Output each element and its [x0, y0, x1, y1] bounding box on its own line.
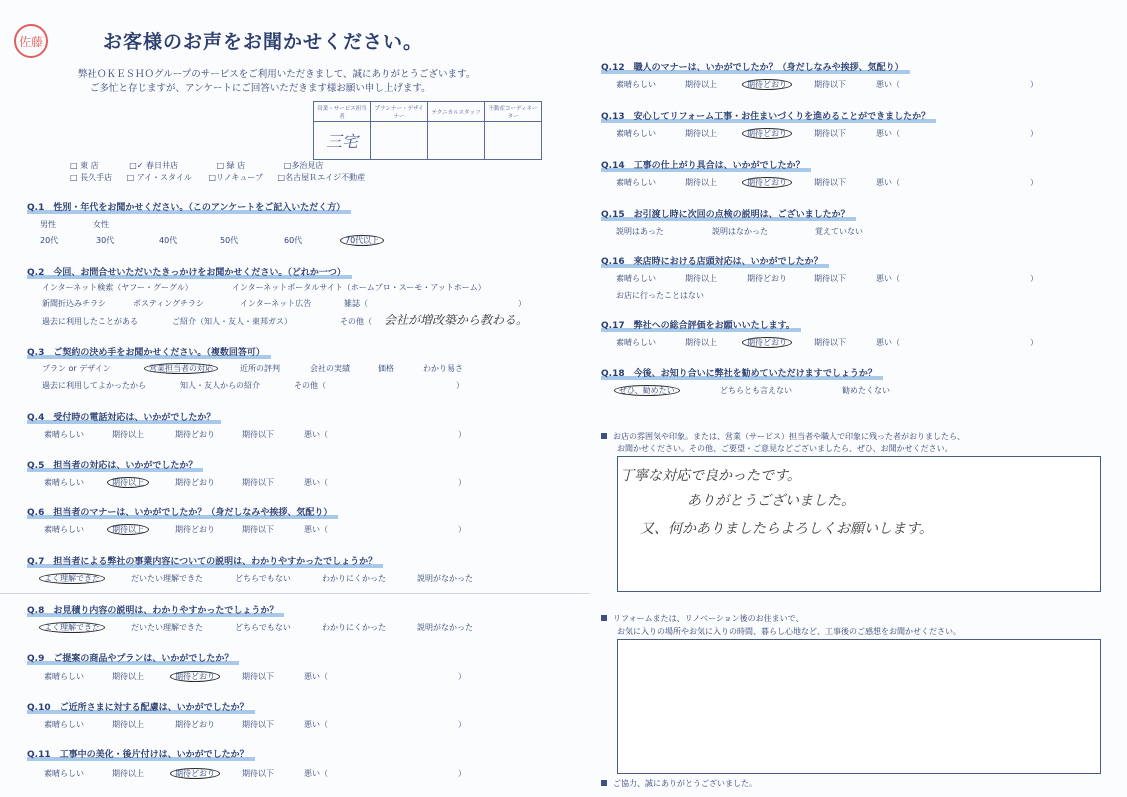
q18-not-recommend[interactable]: 勧めたくない	[842, 386, 890, 395]
q15-not-remember[interactable]: 覚えていない	[815, 227, 863, 236]
store-midori[interactable]: □ 緑 店	[216, 161, 246, 170]
q5-title: Q.5 担当者の対応は、いかがでしたか？	[27, 458, 197, 471]
q5-above[interactable]: 期待以上	[107, 477, 149, 488]
q13-title: Q.13 安心してリフォーム工事・お住まいづくりを進めることができましたか？	[601, 109, 930, 122]
q5-bad-close: ）	[458, 478, 466, 487]
staff-sales-name[interactable]: 三宅	[314, 122, 371, 160]
intro-line-1: 弊社ＯＫＥＳＨＯグループのサービスをご利用いただきまして、誠にありがとうございます。	[78, 69, 476, 80]
q6-bad-close: ）	[458, 525, 466, 534]
store-row-1	[70, 160, 323, 171]
store-kasugai[interactable]: □✓ 春日井店	[129, 161, 179, 170]
q4-above[interactable]: 期待以上	[112, 430, 144, 439]
q10-above[interactable]: 期待以上	[112, 720, 144, 729]
q14-bad-close: ）	[1030, 178, 1038, 187]
page-fold-divider	[0, 593, 590, 594]
q12-above[interactable]: 期待以上	[685, 80, 717, 89]
store-higashi[interactable]: □ 東 店	[70, 161, 99, 170]
q1-age-50[interactable]: 50代	[220, 236, 239, 245]
q6-below[interactable]: 期待以下	[242, 525, 274, 534]
q13-as-expected[interactable]: 期待どおり	[742, 128, 792, 139]
comment-hand-line-1: 丁寧な対応で良かったです。	[620, 468, 801, 484]
q3-plan-design[interactable]: プラン or デザイン	[42, 364, 111, 373]
comment-prompt-2b: お気に入りの場所やお気に入りの時間、暮らし心地など、工事後のご感想をお聞かせください。	[617, 627, 961, 636]
staff-table	[313, 101, 542, 160]
store-nagoya-r-age[interactable]: □名古屋Ｒエイジ不動産	[277, 173, 366, 182]
q16-never-visited[interactable]: お店に行ったことはない	[616, 291, 704, 300]
q6-title: Q.6 担当者のマナーは、いかがでしたか？（身だしなみや挨拶、気配り）	[27, 505, 332, 518]
q5-below[interactable]: 期待以下	[242, 478, 274, 487]
q2-past-user[interactable]: 過去に利用したことがある	[42, 317, 138, 326]
q9-as-expected[interactable]: 期待どおり	[170, 671, 220, 682]
q2-internet-search[interactable]: インターネット検索（ヤフー・グーグル）	[42, 283, 193, 292]
q10-title: Q.10 ご近所さまに対する配慮は、いかがでしたか？	[27, 700, 249, 713]
q1-title: Q.1 性別・年代をお聞かせください。（このアンケートをご記入いただく方）	[27, 200, 345, 213]
q2-other-handwritten[interactable]: 会社が増改築から教わる。	[384, 313, 529, 327]
q2-other[interactable]: その他（	[340, 317, 372, 326]
q17-bad[interactable]: 悪い（	[876, 338, 900, 347]
q16-below[interactable]: 期待以下	[814, 274, 846, 283]
q10-bad-close: ）	[458, 720, 466, 729]
q4-as-expected[interactable]: 期待どおり	[175, 430, 215, 439]
q13-excellent[interactable]: 素晴らしい	[616, 129, 656, 138]
q3-other[interactable]: その他（	[294, 381, 326, 390]
q11-bad[interactable]: 悪い（	[304, 769, 328, 778]
seal-stamp: 佐藤	[14, 24, 48, 58]
q5-excellent[interactable]: 素晴らしい	[44, 478, 84, 487]
q17-as-expected[interactable]: 期待どおり	[742, 337, 792, 348]
q9-excellent[interactable]: 素晴らしい	[44, 672, 84, 681]
q1-age-40[interactable]: 40代	[159, 236, 178, 245]
q13-below[interactable]: 期待以下	[814, 129, 846, 138]
q13-bad[interactable]: 悪い（	[876, 129, 900, 138]
staff-tech-cell[interactable]	[428, 122, 485, 160]
square-bullet-icon	[601, 615, 607, 621]
q6-excellent[interactable]: 素晴らしい	[44, 525, 84, 534]
q9-title: Q.9 ご提案の商品やプランは、いかがでしたか？	[27, 651, 233, 664]
q3-other-close: ）	[456, 381, 464, 390]
q11-below[interactable]: 期待以下	[242, 769, 274, 778]
q16-bad[interactable]: 悪い（	[876, 274, 900, 283]
q15-explained[interactable]: 説明はあった	[616, 227, 664, 236]
q8-neither[interactable]: どちらでもない	[235, 623, 291, 632]
q9-bad[interactable]: 悪い（	[304, 672, 328, 681]
q2-magazine-close: ）	[518, 299, 526, 308]
comment-hand-line-2: ありがとうございました。	[687, 493, 855, 509]
q6-as-expected[interactable]: 期待どおり	[175, 525, 215, 534]
q17-below[interactable]: 期待以下	[814, 338, 846, 347]
comment-hand-line-3: 又、何かありましたらよろしくお願いします。	[640, 521, 933, 537]
q12-below[interactable]: 期待以下	[814, 80, 846, 89]
q18-recommend[interactable]: ぜひ、勧めたい	[614, 385, 680, 396]
q2-posting[interactable]: ポスティングチラシ	[133, 299, 205, 308]
q11-as-expected[interactable]: 期待どおり	[170, 768, 220, 779]
q7-understood-well[interactable]: よく理解できた	[39, 573, 105, 584]
comment-prompt-1b: お聞かせください。その他、ご要望・ご意見などございましたら、ぜひ、お聞かせください。	[617, 444, 953, 453]
q16-bad-close: ）	[1030, 274, 1038, 283]
q14-bad[interactable]: 悪い（	[876, 178, 900, 187]
staff-planner-cell[interactable]	[371, 122, 428, 160]
q9-bad-close: ）	[458, 672, 466, 681]
q8-none[interactable]: 説明がなかった	[417, 623, 473, 632]
q13-above[interactable]: 期待以上	[685, 129, 717, 138]
q12-bad-close: ）	[1030, 80, 1038, 89]
q10-excellent[interactable]: 素晴らしい	[44, 720, 84, 729]
q14-below[interactable]: 期待以下	[814, 178, 846, 187]
q5-bad[interactable]: 悪い（	[304, 478, 328, 487]
q4-bad-close: ）	[458, 430, 466, 439]
comment-box-2[interactable]	[617, 639, 1101, 774]
q2-magazine[interactable]: 雑誌（	[344, 299, 368, 308]
q7-title: Q.7 担当者による弊社の事業内容についての説明は、わかりやすかったでしょうか？	[27, 554, 377, 567]
q8-mostly[interactable]: だいたい理解できた	[131, 623, 203, 632]
q4-excellent[interactable]: 素晴らしい	[44, 430, 84, 439]
staff-header-sales: 営業・サービス担当者	[314, 102, 371, 122]
q14-excellent[interactable]: 素晴らしい	[616, 178, 656, 187]
q4-bad[interactable]: 悪い（	[304, 430, 328, 439]
q16-as-expected[interactable]: 期待どおり	[747, 274, 787, 283]
staff-realestate-cell[interactable]	[485, 122, 542, 160]
q4-below[interactable]: 期待以下	[242, 430, 274, 439]
store-renocube[interactable]: □リノキューブ	[208, 173, 263, 182]
q14-as-expected[interactable]: 期待どおり	[742, 177, 792, 188]
q9-above[interactable]: 期待以上	[112, 672, 144, 681]
q14-title: Q.14 工事の仕上がり具合は、いかがでしたか？	[601, 158, 805, 171]
comment-prompt-2: リフォームまたは、リノベーション後のお住まいで、	[601, 613, 803, 624]
q3-price[interactable]: 価格	[378, 364, 394, 373]
q3-clarity[interactable]: わかり易さ	[423, 364, 463, 373]
q17-excellent[interactable]: 素晴らしい	[616, 338, 656, 347]
q14-above[interactable]: 期待以上	[685, 178, 717, 187]
q11-bad-close: ）	[458, 769, 466, 778]
q15-title: Q.15 お引渡し時に次回の点検の説明は、ございましたか？	[601, 207, 850, 220]
q10-bad[interactable]: 悪い（	[304, 720, 328, 729]
q2-referral[interactable]: ご紹介（知人・友人・東邦ガス）	[172, 317, 292, 326]
q13-bad-close: ）	[1030, 129, 1038, 138]
q10-below[interactable]: 期待以下	[242, 720, 274, 729]
q16-excellent[interactable]: 素晴らしい	[616, 274, 656, 283]
q3-sales-staff[interactable]: 営業担当者の対応	[144, 363, 218, 374]
q17-above[interactable]: 期待以上	[685, 338, 717, 347]
q3-referral[interactable]: 知人・友人からの紹介	[180, 381, 260, 390]
q7-unclear[interactable]: わかりにくかった	[322, 574, 386, 583]
q11-above[interactable]: 期待以上	[112, 769, 144, 778]
store-nagakute[interactable]: □ 長久手店	[70, 173, 113, 182]
q3-reputation[interactable]: 近所の評判	[240, 364, 280, 373]
square-bullet-icon	[601, 433, 607, 439]
q6-above[interactable]: 期待以上	[107, 524, 149, 535]
q9-below[interactable]: 期待以下	[242, 672, 274, 681]
q2-newspaper[interactable]: 新聞折込みチラシ	[42, 299, 106, 308]
store-tajimi[interactable]: □多治見店	[283, 161, 324, 170]
q12-as-expected[interactable]: 期待どおり	[742, 79, 792, 90]
page-title: お客様のお声をお聞かせください。	[103, 31, 424, 53]
q1-age-70plus[interactable]: 70代以上	[340, 235, 384, 246]
q1-age-30[interactable]: 30代	[96, 236, 115, 245]
q5-as-expected[interactable]: 期待どおり	[175, 478, 215, 487]
q16-above[interactable]: 期待以上	[685, 274, 717, 283]
store-row-2	[70, 172, 365, 183]
q17-bad-close: ）	[1030, 338, 1038, 347]
q10-as-expected[interactable]: 期待どおり	[175, 720, 215, 729]
q7-mostly[interactable]: だいたい理解できた	[131, 574, 203, 583]
q11-title: Q.11 工事中の美化・後片付けは、いかがでしたか？	[27, 747, 249, 760]
staff-header-tech: テクニカルスタッフ	[428, 102, 485, 122]
q11-excellent[interactable]: 素晴らしい	[44, 769, 84, 778]
q12-bad[interactable]: 悪い（	[876, 80, 900, 89]
q2-web-ad[interactable]: インターネット広告	[240, 299, 312, 308]
q1-female[interactable]: 女性	[93, 220, 109, 229]
q1-male[interactable]: 男性	[40, 220, 56, 229]
q12-excellent[interactable]: 素晴らしい	[616, 80, 656, 89]
q15-not-explained[interactable]: 説明はなかった	[712, 227, 768, 236]
q7-neither[interactable]: どちらでもない	[235, 574, 291, 583]
store-istyle[interactable]: □ アイ・スタイル	[126, 173, 192, 182]
q18-neutral[interactable]: どちらとも言えない	[720, 386, 792, 395]
staff-header-planner: プランナー・デザイナー	[371, 102, 428, 122]
thanks-note: ご協力、誠にありがとうございました。	[601, 778, 757, 789]
intro-line-2: ご多忙と存じますが、アンケートにご回答いただきます様お願い申し上げます。	[90, 83, 431, 94]
q17-title: Q.17 弊社への総合評価をお願いいたします。	[601, 318, 795, 331]
q3-past-good[interactable]: 過去に利用してよかったから	[42, 381, 146, 390]
q6-bad[interactable]: 悪い（	[304, 525, 328, 534]
q4-title: Q.4 受付時の電話対応は、いかがでしたか？	[27, 410, 215, 423]
square-bullet-icon	[601, 780, 607, 786]
q1-age-60[interactable]: 60代	[284, 236, 303, 245]
q7-none[interactable]: 説明がなかった	[417, 574, 473, 583]
q2-title: Q.2 今回、お問合せいただいたきっかけをお聞かせください。（どれか一つ）	[27, 265, 346, 278]
q8-title: Q.8 お見積り内容の説明は、わかりやすかったでしょうか？	[27, 603, 278, 616]
q1-age-20[interactable]: 20代	[40, 236, 59, 245]
q3-title: Q.3 ご契約の決め手をお聞かせください。（複数回答可）	[27, 345, 265, 358]
staff-header-realestate: 不動産コーディネーター	[485, 102, 542, 122]
q12-title: Q.12 職人のマナーは、いかがでしたか？（身だしなみや挨拶、気配り）	[601, 60, 904, 73]
q16-title: Q.16 来店時における店頭対応は、いかがでしたか？	[601, 254, 823, 267]
q3-track-record[interactable]: 会社の実績	[310, 364, 350, 373]
q18-title: Q.18 今後、お知り合いに弊社を勧めていただけますでしょうか？	[601, 366, 877, 379]
comment-prompt-1: お店の雰囲気や印象。または、営業（サービス）担当者や職人で印象に残った者がおりましたら、	[601, 431, 965, 442]
q8-unclear[interactable]: わかりにくかった	[322, 623, 386, 632]
q8-understood-well[interactable]: よく理解できた	[39, 622, 105, 633]
q2-portal[interactable]: インターネットポータルサイト（ホームプロ・スーモ・アットホーム）	[232, 283, 486, 292]
